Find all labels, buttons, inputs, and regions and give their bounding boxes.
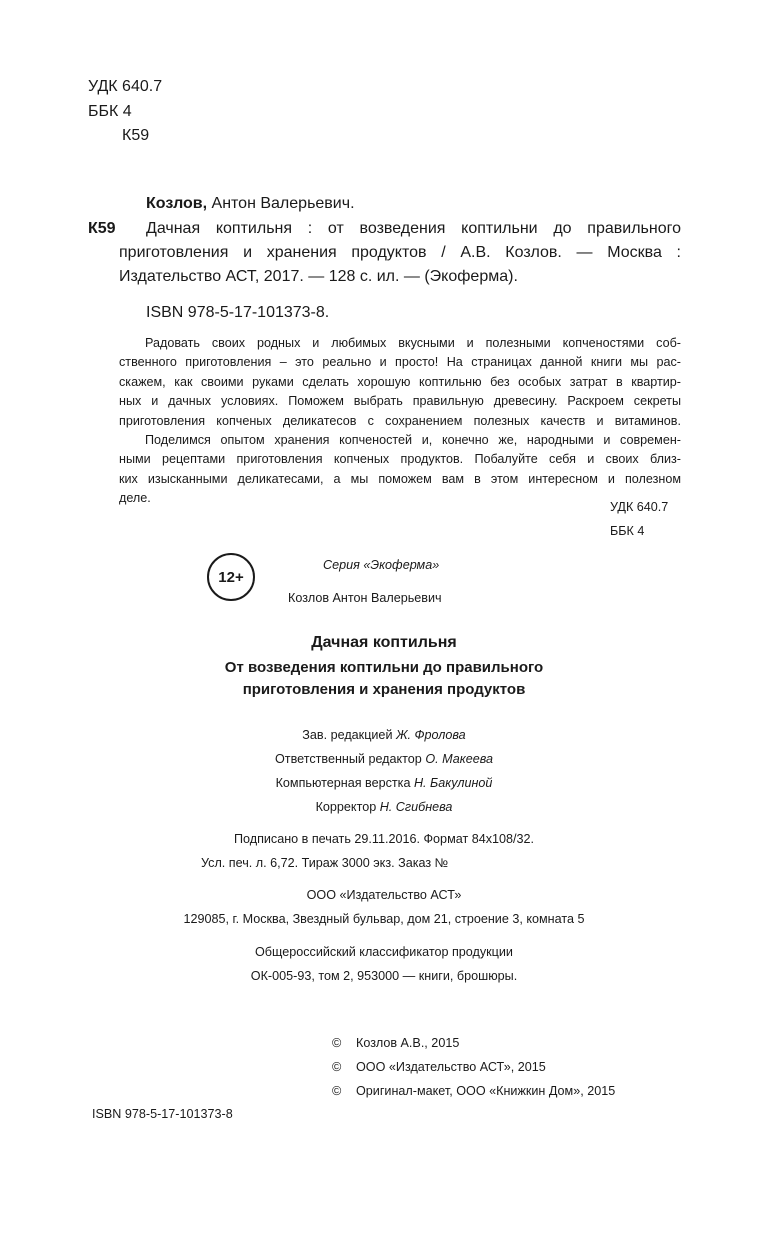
staff-name: О. Макеева [425,752,493,766]
author-mark: К59 [122,127,150,144]
staff-role: Компьютерная верстка [275,776,414,790]
annotation-udk: УДК 640.7 [610,500,669,514]
publisher-address: 129085, г. Москва, Звездный бульвар, дом 21, строение 3, комната 5 [183,912,585,926]
print-info-line-2: Усл. печ. л. 6,72. Тираж 3000 экз. Заказ № [201,856,449,870]
annotation-line: приготовления копченых деликатесов с сохранением полезных качеств и витаминов. [119,413,681,428]
catalog-isbn: ISBN 978-5-17-101373-8. [146,304,330,321]
staff-role: Ответственный редактор [275,752,426,766]
book-title: Дачная коптильня [311,634,457,651]
catalog-author-name: Антон Валерьевич. [207,195,355,212]
udk-code: УДК 640.7 [88,78,163,95]
copyright-icon: © [332,1084,342,1098]
annotation [119,334,681,509]
publisher-name: ООО «Издательство АСТ» [306,888,462,902]
copyright-text: ООО «Издательство АСТ», 2015 [356,1060,546,1074]
annotation-line: деле. [119,491,151,506]
catalog-mark: К59 [88,220,116,237]
catalog-author [146,192,355,216]
copyright-row [332,1031,615,1055]
age-rating-badge: 12+ [207,553,255,601]
copyright-row [332,1079,615,1103]
staff-name: Н. Сгибнева [379,800,453,814]
annotation-line: скажем, как своими руками сделать хорошую коптильню без особых затрат в квартир- [119,374,681,389]
annotation-bbk: ББК 4 [610,524,645,538]
staff-role: Зав. редакцией [302,728,396,742]
staff-name: Н. Бакулиной [413,776,493,790]
annotation-line: ных и дачных условиях. Поможем выбрать правильную древесину. Раскроем секреты [119,394,681,409]
staff-list [0,723,768,819]
copyright-icon: © [332,1060,342,1074]
catalog-title-line-3: Издательство АСТ, 2017. — 128 с. ил. — (Экоферма). [119,268,518,285]
series-name: Серия «Экоферма» [323,558,440,572]
copyright-row [332,1055,615,1079]
annotation-line: ственного приготовления – это реально и просто! На страницах данной книги мы рас- [119,355,681,370]
book-subtitle-line-1: От возведения коптильни до правильного [224,659,544,676]
copyright-list [332,1031,615,1103]
imprint-author: Козлов Антон Валерьевич [288,591,442,605]
staff-row [0,771,768,795]
catalog-title-line-1: Дачная коптильня : от возведения коптильни до правильного [146,220,681,237]
staff-row [0,723,768,747]
bbk-code: ББК 4 [88,103,132,120]
book-subtitle-line-2: приготовления и хранения продуктов [242,681,526,698]
copyright-icon: © [332,1036,342,1050]
annotation-line: Радовать своих родных и любимых вкусными и полезными копченостями соб- [145,336,681,350]
footer-isbn: ISBN 978-5-17-101373-8 [92,1107,233,1121]
staff-role: Корректор [315,800,380,814]
annotation-line: Поделимся опытом хранения копченостей и, конечно же, народными и современ- [145,433,681,448]
annotation-line: ными рецептами приготовления копченых продуктов. Побалуйте себя и своих близ- [119,452,681,467]
catalog-author-surname: Козлов, [146,195,208,212]
copyright-text: Оригинал-макет, ООО «Книжкин Дом», 2015 [356,1084,616,1098]
classifier-line-1: Общероссийский классификатор продукции [255,945,513,959]
print-info-line-1: Подписано в печать 29.11.2016. Формат 84х108/32. [233,832,535,846]
staff-row [0,795,768,819]
staff-name: Ж. Фролова [395,728,466,742]
annotation-line: ких изысканными деликатесами, а мы поможем вам в этом интересном и полезном [119,471,681,486]
staff-row [0,747,768,771]
catalog-title-line-2: приготовления и хранения продуктов / А.В. Козлов. — Москва : [119,244,681,261]
classifier-line-2: ОК-005-93, том 2, 953000 — книги, брошюры. [250,969,518,983]
copyright-text: Козлов А.В., 2015 [356,1036,460,1050]
